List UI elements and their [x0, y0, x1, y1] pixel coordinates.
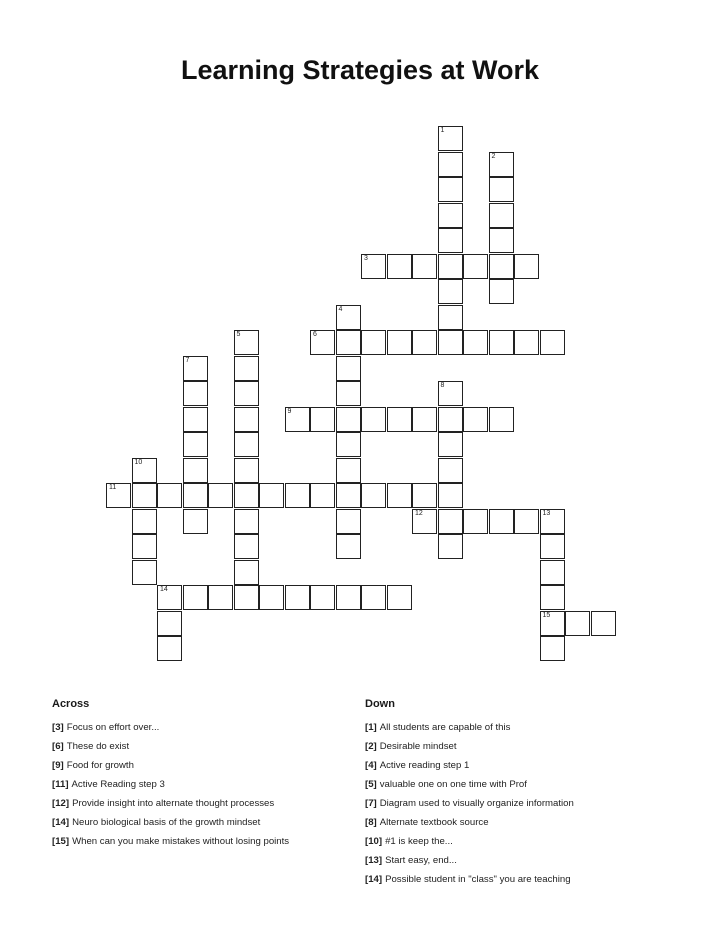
crossword-cell[interactable] — [438, 254, 463, 279]
crossword-cell[interactable] — [183, 458, 208, 483]
crossword-cell[interactable] — [412, 407, 437, 432]
crossword-cell[interactable] — [489, 279, 514, 304]
crossword-cell[interactable] — [310, 330, 335, 355]
crossword-cell[interactable] — [132, 560, 157, 585]
crossword-cell[interactable] — [463, 509, 488, 534]
cell-number: 13 — [542, 509, 551, 517]
crossword-cell[interactable] — [361, 407, 386, 432]
crossword-cell[interactable] — [438, 305, 463, 330]
crossword-cell[interactable] — [463, 407, 488, 432]
cell-number: 7 — [185, 356, 190, 364]
down-heading: Down — [365, 698, 395, 710]
crossword-cell[interactable] — [438, 152, 463, 177]
crossword-cell[interactable] — [412, 509, 437, 534]
crossword-cell[interactable] — [157, 636, 182, 661]
crossword-cell[interactable] — [336, 305, 361, 330]
crossword-cell[interactable] — [183, 585, 208, 610]
crossword-cell[interactable] — [387, 585, 412, 610]
crossword-cell[interactable] — [336, 356, 361, 381]
cell-number: 1 — [440, 127, 445, 134]
crossword-cell[interactable] — [514, 509, 539, 534]
crossword-cell[interactable] — [438, 381, 463, 406]
crossword-cell[interactable] — [234, 381, 259, 406]
crossword-cell[interactable] — [106, 483, 131, 508]
crossword-cell[interactable] — [336, 407, 361, 432]
crossword-cell[interactable] — [412, 483, 437, 508]
crossword-cell[interactable] — [336, 483, 361, 508]
crossword-cell[interactable] — [540, 330, 565, 355]
clue-down: [8] Alternate textbook source — [365, 817, 489, 828]
crossword-cell[interactable] — [438, 279, 463, 304]
crossword-cell[interactable] — [514, 330, 539, 355]
clue-across: [9] Food for growth — [52, 760, 134, 771]
crossword-cell[interactable] — [489, 152, 514, 177]
clue-down: [14] Possible student in "class" you are teaching — [365, 874, 571, 885]
clue-down: [1] All students are capable of this — [365, 722, 511, 733]
crossword-cell[interactable] — [234, 483, 259, 508]
cell-number: 10 — [134, 458, 143, 466]
crossword-cell[interactable] — [438, 203, 463, 228]
crossword-cell[interactable] — [540, 636, 565, 661]
crossword-cell[interactable] — [412, 254, 437, 279]
crossword-cell[interactable] — [438, 534, 463, 559]
crossword-cell[interactable] — [387, 254, 412, 279]
across-heading: Across — [52, 698, 90, 710]
clue-across: [12] Provide insight into alternate thought processes — [52, 798, 275, 809]
crossword-cell[interactable] — [489, 509, 514, 534]
crossword-cell[interactable] — [489, 407, 514, 432]
crossword-cell[interactable] — [183, 432, 208, 457]
crossword-cell[interactable] — [438, 228, 463, 253]
cell-number: 5 — [236, 331, 241, 338]
clue-across: [3] Focus on effort over... — [52, 722, 160, 733]
crossword-cell[interactable] — [336, 432, 361, 457]
cell-number: 6 — [313, 331, 317, 338]
crossword-cell[interactable] — [285, 483, 310, 508]
crossword-cell[interactable] — [361, 585, 386, 610]
crossword-cell[interactable] — [234, 560, 259, 585]
crossword-cell[interactable] — [540, 509, 565, 534]
crossword-cell[interactable] — [234, 458, 259, 483]
crossword-cell[interactable] — [234, 356, 259, 381]
clue-down: [13] Start easy, end... — [365, 855, 457, 866]
crossword-cell[interactable] — [591, 611, 616, 636]
crossword-cell[interactable] — [438, 483, 463, 508]
crossword-cell[interactable] — [183, 509, 208, 534]
crossword-cell[interactable] — [234, 585, 259, 610]
crossword-cell[interactable] — [285, 585, 310, 610]
crossword-cell[interactable] — [387, 483, 412, 508]
crossword-cell[interactable] — [208, 483, 233, 508]
crossword-cell[interactable] — [438, 126, 463, 151]
crossword-cell[interactable] — [183, 407, 208, 432]
cell-number: 11 — [109, 484, 117, 491]
cell-number: 15 — [542, 611, 551, 619]
crossword-cell[interactable] — [336, 534, 361, 559]
clue-down: [5] valuable one on one time with Prof — [365, 779, 527, 790]
crossword-cell[interactable] — [438, 458, 463, 483]
crossword-cell[interactable] — [336, 509, 361, 534]
crossword-cell[interactable] — [310, 585, 335, 610]
crossword-cell[interactable] — [540, 560, 565, 585]
cell-number: 2 — [491, 152, 496, 160]
crossword-cell[interactable] — [438, 177, 463, 202]
crossword-cell[interactable] — [183, 483, 208, 508]
crossword-cell[interactable] — [310, 483, 335, 508]
crossword-cell[interactable] — [489, 254, 514, 279]
crossword-cell[interactable] — [361, 330, 386, 355]
crossword-cell[interactable] — [540, 585, 565, 610]
crossword-cell[interactable] — [540, 611, 565, 636]
cell-number: 14 — [160, 586, 168, 593]
crossword-cell[interactable] — [540, 534, 565, 559]
crossword-cell[interactable] — [157, 585, 182, 610]
crossword-cell[interactable] — [259, 585, 284, 610]
crossword-cell[interactable] — [132, 458, 157, 483]
crossword-cell[interactable] — [336, 381, 361, 406]
crossword-cell[interactable] — [157, 611, 182, 636]
clue-down: [4] Active reading step 1 — [365, 760, 470, 771]
clue-down: [7] Diagram used to visually organize information — [365, 798, 574, 809]
crossword-cell[interactable] — [285, 407, 310, 432]
crossword-cell[interactable] — [361, 254, 386, 279]
crossword-cell[interactable] — [259, 483, 284, 508]
down-clues — [365, 698, 574, 889]
cell-number: 9 — [287, 407, 292, 415]
crossword-cell[interactable] — [438, 509, 463, 534]
crossword-cell[interactable] — [132, 534, 157, 559]
crossword-cell[interactable] — [183, 381, 208, 406]
crossword-cell[interactable] — [234, 407, 259, 432]
crossword-cell[interactable] — [336, 458, 361, 483]
crossword-cell[interactable] — [412, 330, 437, 355]
crossword-cell[interactable] — [489, 203, 514, 228]
page-title: Learning Strategies at Work — [180, 55, 540, 85]
clue-across: [6] These do exist — [52, 741, 130, 752]
crossword-cell[interactable] — [132, 509, 157, 534]
cell-number: 3 — [364, 254, 368, 262]
crossword-cell[interactable] — [183, 356, 208, 381]
crossword-cell[interactable] — [514, 254, 539, 279]
clue-across: [11] Active Reading step 3 — [52, 779, 165, 790]
crossword-cell[interactable] — [234, 432, 259, 457]
crossword-cell[interactable] — [387, 407, 412, 432]
crossword-cell[interactable] — [565, 611, 590, 636]
crossword-cell[interactable] — [234, 509, 259, 534]
crossword-cell[interactable] — [336, 330, 361, 355]
crossword-cell[interactable] — [336, 585, 361, 610]
cell-number: 12 — [415, 509, 423, 517]
crossword-cell[interactable] — [361, 483, 386, 508]
crossword-cell[interactable] — [438, 330, 463, 355]
crossword-cell[interactable] — [157, 483, 182, 508]
crossword-cell[interactable] — [489, 228, 514, 253]
crossword-cell[interactable] — [463, 254, 488, 279]
clue-across: [15] When can you make mistakes without losing points — [52, 836, 290, 847]
clue-down: [10] #1 is keep the... — [365, 836, 453, 847]
across-clues — [52, 698, 289, 851]
crossword-cell[interactable] — [208, 585, 233, 610]
crossword-cell[interactable] — [310, 407, 335, 432]
cell-number: 8 — [440, 382, 445, 389]
crossword-cell[interactable] — [463, 330, 488, 355]
crossword-cell[interactable] — [132, 483, 157, 508]
crossword-cell[interactable] — [438, 432, 463, 457]
crossword-cell[interactable] — [489, 177, 514, 202]
clue-across: [14] Neuro biological basis of the growth mindset — [52, 817, 261, 828]
crossword-cell[interactable] — [234, 330, 259, 355]
crossword-cell[interactable] — [489, 330, 514, 355]
cell-number: 4 — [338, 305, 343, 313]
crossword-cell[interactable] — [438, 407, 463, 432]
clue-down: [2] Desirable mindset — [365, 741, 457, 752]
crossword-cell[interactable] — [234, 534, 259, 559]
crossword-cell[interactable] — [387, 330, 412, 355]
